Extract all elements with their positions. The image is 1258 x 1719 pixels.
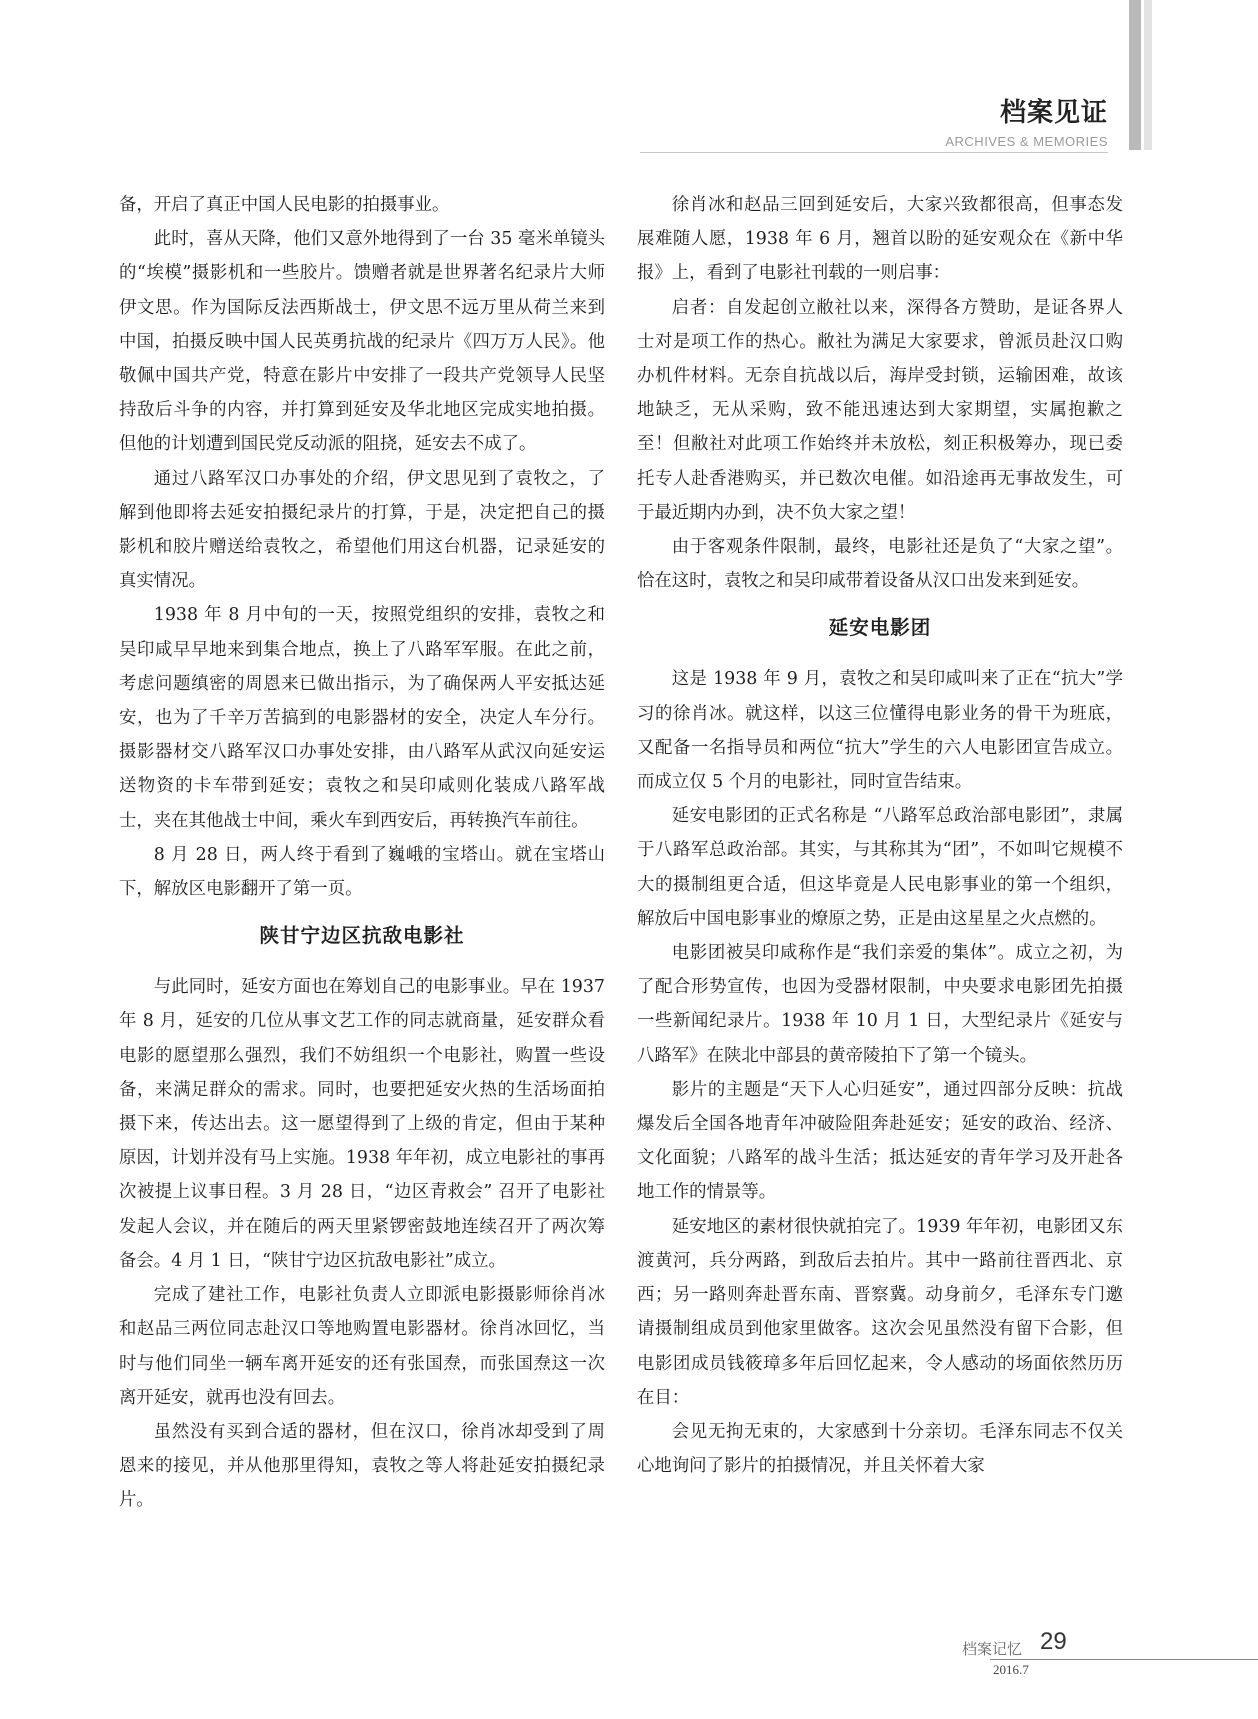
section-title: 档案见证: [999, 98, 1108, 128]
footer-divider: [990, 1659, 1258, 1660]
paragraph: 会见无拘无束的，大家感到十分亲切。毛泽东同志不仅关心地询问了影片的拍摄情况，并且关怀着大家: [637, 1421, 1123, 1477]
quoted-notice: 启者：自发起创立敝社以来，深得各方赞助，是证各界人士对是项工作的热心。敝社为满足大家要求，曾派员赴汉口购办机件材料。无奈自抗战以后，海岸受封锁，运输困难，故该地缺乏，无从采购，致不能迅速达到大家期望，实属抱歉之至！但敝社对此项工作始终并未放松，刻正积极筹办，现已委托专人赴香港购买，并已数次电催。如沿途再无事故发生，可于最近期内办到，决不负大家之望！: [637, 297, 1123, 523]
decorative-side-bar-light: [1144, 0, 1152, 150]
paragraph: 备，开启了真正中国人民电影的拍摄事业。: [119, 195, 450, 215]
paragraph: 徐肖冰和赵品三回到延安后，大家兴致都很高，但事态发展难随人愿，1938 年 6 月，翘首以盼的延安观众在《新中华报》上，看到了电影社刊载的一则启事：: [637, 195, 1123, 284]
section-heading: 延安电影团: [828, 616, 932, 640]
header-divider: [640, 152, 1108, 153]
paragraph: 此时，喜从天降，他们又意外地得到了一台 35 毫米单镜头的“埃模”摄影机和一些胶片。馈赠者就是世界著名纪录片大师伊文思。作为国际反法西斯战士，伊文思不远万里从荷兰来到中国，拍摄反映中国人民英勇抗战的纪录片《四万万人民》。他敬佩中国共产党，特意在影片中安排了一段共产党领导人民坚持敌后斗争的内容，并打算到延安及华北地区完成实地拍摄。但他的计划遭到国民党反动派的阻挠，延安去不成了。: [119, 229, 605, 455]
issue-date: 2016.7: [993, 1662, 1029, 1677]
paragraph: 完成了建社工作，电影社负责人立即派电影摄影师徐肖冰和赵品三两位同志赴汉口等地购置电影器材。徐肖冰回忆，当时与他们同坐一辆车离开延安的还有张国焘，而张国焘这一次离开延安，就再也没有回去。: [119, 1285, 605, 1408]
paragraph: 延安电影团的正式名称是 “八路军总政治部电影团”，隶属于八路军总政治部。其实，与其称其为“团”，不如叫它规模不大的摄制组更合适，但这毕竟是人民电影事业的第一个组织，解放后中国电影事业的燎原之势，正是由这星星之火点燃的。: [637, 806, 1123, 929]
section-subtitle: ARCHIVES & MEMORIES: [945, 134, 1108, 149]
page-number: 29: [1040, 1628, 1067, 1655]
section-heading: 陕甘宁边区抗敌电影社: [259, 924, 465, 948]
right-column: [637, 188, 1123, 1483]
paragraph: 与此同时，延安方面也在筹划自己的电影事业。早在 1937 年 8 月，延安的几位从事文艺工作的同志就商量，延安群众看电影的愿望那么强烈，我们不妨组织一个电影社，购置一些设备，来满足群众的需求。同时，也要把延安火热的生活场面拍摄下来，传达出去。这一愿望得到了上级的肯定，但由于某种原因，计划并没有马上实施。1938 年年初，成立电影社的事再次被提上议事日程。3 月 28 日，“边区青救会” 召开了电影社发起人会议，并在随后的两天里紧锣密鼓地连续召开了两次筹备会。4 月 1 日，“陕甘宁边区抗敌电影社”成立。: [119, 977, 605, 1271]
paragraph: 8 月 28 日，两人终于看到了巍峨的宝塔山。就在宝塔山下，解放区电影翻开了第一页。: [119, 844, 605, 900]
decorative-side-bar: [1129, 0, 1141, 150]
paragraph: 这是 1938 年 9 月，袁牧之和吴印咸叫来了正在“抗大”学习的徐肖冰。就这样，以这三位懂得电影业务的骨干为班底，又配备一名指导员和两位“抗大”学生的六人电影团宣告成立。而成立仅 5 个月的电影社，同时宣告结束。: [637, 669, 1123, 793]
paragraph: 通过八路军汉口办事处的介绍，伊文思见到了袁牧之，了解到他即将去延安拍摄纪录片的打算，于是，决定把自己的摄影机和胶片赠送给袁牧之，希望他们用这台机器，记录延安的真实情况。: [119, 468, 605, 592]
paragraph: 1938 年 8 月中旬的一天，按照党组织的安排，袁牧之和吴印咸早早地来到集合地点，换上了八路军军服。在此之前，考虑问题缜密的周恩来已做出指示，为了确保两人平安抵达延安，也为了千辛万苦搞到的电影器材的安全，决定人车分行。摄影器材交八路军汉口办事处安排，由八路军从武汉向延安运送物资的卡车带到延安；袁牧之和吴印咸则化装成八路军战士，夹在其他战士中间，乘火车到西安后，再转换汽车前往。: [119, 605, 605, 831]
paragraph: 电影团被吴印咸称作是“我们亲爱的集体”。成立之初，为了配合形势宣传，也因为受器材限制，中央要求电影团先拍摄一些新闻纪录片。1938 年 10 月 1 日，大型纪录片《延安与八路军》在陕北中部县的黄帝陵拍下了第一个镜头。: [637, 943, 1123, 1066]
left-column: [119, 188, 605, 1518]
paragraph: 由于客观条件限制，最终，电影社还是负了“大家之望”。恰在这时，袁牧之和吴印咸带着设备从汉口出发来到延安。: [637, 537, 1123, 592]
paragraph: 影片的主题是“天下人心归延安”，通过四部分反映：抗战爆发后全国各地青年冲破险阻奔赴延安；延安的政治、经济、文化面貌；八路军的战斗生活；抵达延安的青年学习及开赴各地工作的情景等。: [637, 1079, 1123, 1203]
paragraph: 虽然没有买到合适的器材，但在汉口，徐肖冰却受到了周恩来的接见，并从他那里得知，袁牧之等人将赴延安拍摄纪录片。: [119, 1421, 605, 1511]
paragraph: 延安地区的素材很快就拍完了。1939 年年初，电影团又东渡黄河，兵分两路，到敌后去拍片。其中一路前往晋西北、京西；另一路则奔赴晋东南、晋察冀。动身前夕，毛泽东专门邀请摄制组成员到他家里做客。这次会见虽然没有留下合影，但电影团成员钱筱璋多年后回忆起来，令人感动的场面依然历历在目：: [637, 1216, 1123, 1408]
magazine-name: 档案记忆: [962, 1640, 1023, 1658]
